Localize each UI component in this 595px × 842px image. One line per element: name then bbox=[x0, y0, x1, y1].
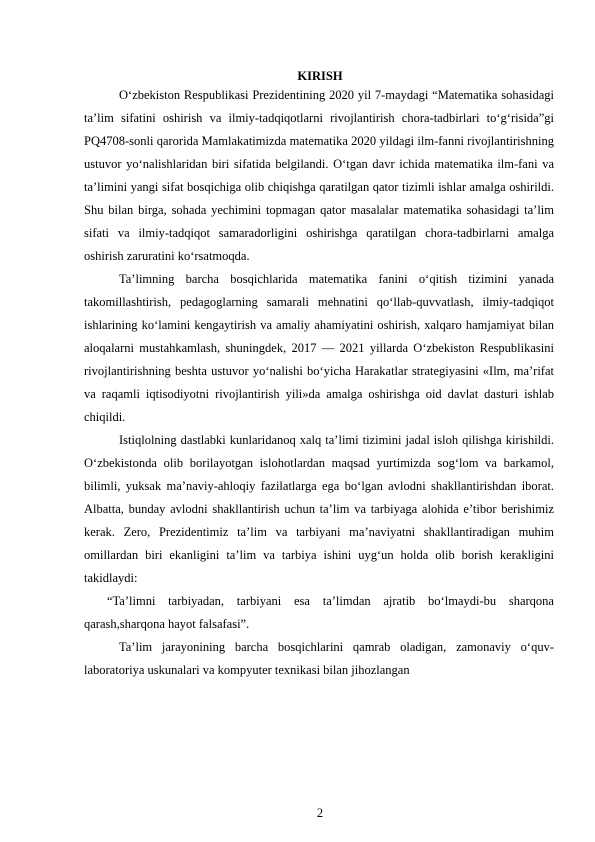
section-heading: KIRISH bbox=[297, 69, 343, 83]
paragraph-4: Ta’lim jarayonining barcha bosqichlarini qamrab oladigan, zamonaviy o‘quv-laboratoriya uskunalari va kompyuter texnikasi bilan jihozlangan bbox=[84, 640, 554, 677]
paragraph-1: O‘zbekiston Respublikasi Prezidentining 2020 yil 7-maydagi “Matematika sohasidagi ta’lim sifatini oshirish va ilmiy-tadqiqotlarni rivojlantirish chora-tadbirlari to‘g‘risida”gi PQ4708-sonli qarorida Mamlakatimizda matematika 2020 yildagi ilm-fanni rivojlantirishning ustuvor yo‘nalishlaridan biri sifatida belgilandi. O‘tgan davr ichida matematika ilm-fani va ta’limini yangi sifat bosqichiga olib chiqishga qaratilgan qator tizimli ishlar amalga oshirildi. Shu bilan birga, sohada yechimini topmagan qator masalalar matematika sohasidagi ta’lim sifati va ilmiy-tadqiqot samaradorligini oshirishga qaratilgan chora-tadbirlarni amalga oshirish zaruratini ko‘rsatmoqda. bbox=[84, 88, 554, 263]
page-number: 2 bbox=[316, 806, 324, 820]
paragraph-3: Istiqlolning dastlabki kunlaridanoq xalq ta’limi tizimini jadal isloh qilishga kirishildi. O‘zbekistonda olib borilayotgan islohotlardan maqsad yurtimizda sog‘lom va barkamol, bilimli, yuksak ma’naviy-ahloqiy fazilatlarga ega bo‘lgan avlodni shakllantirishdan iborat. Albatta, bunday avlodni shakllantirish uchun ta’lim va tarbiyaga alohida e’tibor berishimiz kerak. Zero, Prezidentimiz ta’lim va tarbiyani ma’naviyatni shakllantiradigan muhim omillardan biri ekanligini ta’lim va tarbiya ishini uyg‘un holda olib borish kerakligini takidlaydi: bbox=[84, 433, 554, 585]
paragraph-2: Ta’limning barcha bosqichlarida matematika fanini o‘qitish tizimini yanada takomillashtirish, pedagoglarning samarali mehnatini qo‘llab-quvvatlash, ilmiy-tadqiqot ishlarining ko‘lamini kengaytirish va amaliy ahamiyatini oshirish, xalqaro hamjamiyat bilan aloqalarni mustahkamlash, shuningdek, 2017 — 2021 yillarda O‘zbekiston Respublikasini rivojlantirishning beshta ustuvor yo‘nalishi bo‘yicha Harakatlar strategiyasini «Ilm, ma’rifat va raqamli iqtisodiyotni rivojlantirish yili»da amalga oshirishga oid davlat dasturi ishlab chiqildi. bbox=[84, 272, 554, 424]
quote-paragraph: “Ta’limni tarbiyadan, tarbiyani esa ta’limdan ajratib bo‘lmaydi-bu sharqona qarash,sharqona hayot falsafasi”. bbox=[84, 594, 554, 631]
body-text bbox=[84, 84, 554, 682]
